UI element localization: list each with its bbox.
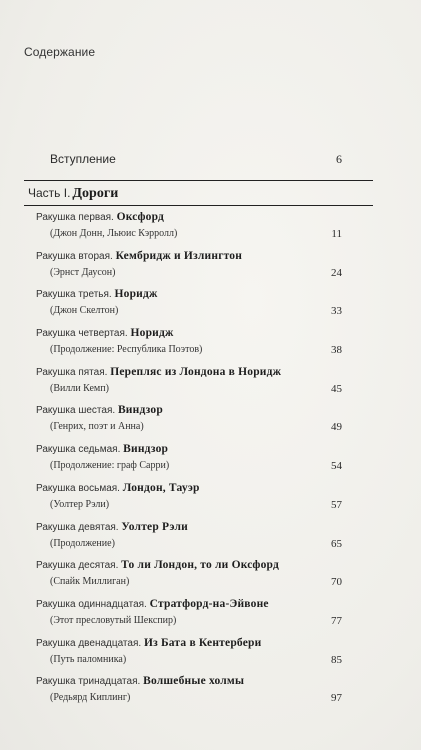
entry-label: Ракушка пятая. xyxy=(36,366,108,378)
entry-heading xyxy=(36,250,242,262)
section-label: Содержание xyxy=(24,45,96,59)
entry-place: Оксфорд xyxy=(116,211,165,223)
entry-label: Ракушка десятая. xyxy=(36,560,119,572)
intro-title: Вступление xyxy=(50,152,116,166)
entry-subtitle: (Продолжение: граф Сарри) xyxy=(50,460,170,472)
toc-entry xyxy=(0,285,421,324)
entry-heading xyxy=(36,559,279,571)
entry-label: Ракушка тринадцатая. xyxy=(36,676,141,688)
entry-label: Ракушка шестая. xyxy=(36,405,116,417)
part-label: Часть I. xyxy=(28,186,71,200)
entry-place: Уолтер Рэли xyxy=(121,520,188,533)
entry-page-number: 57 xyxy=(331,498,342,511)
entry-heading xyxy=(36,288,158,300)
entry-label: Ракушка двенадцатая. xyxy=(36,637,142,649)
entry-page-number: 77 xyxy=(331,614,342,627)
toc-entry xyxy=(0,208,421,247)
intro-page-number: 6 xyxy=(336,152,342,166)
entry-label: Ракушка третья. xyxy=(36,289,112,301)
entry-place: То ли Лондон, то ли Оксфорд xyxy=(121,559,279,572)
toc-entry xyxy=(0,247,421,286)
entry-subtitle: (Этот пресловутый Шекспир) xyxy=(50,614,177,626)
entry-place: Виндзор xyxy=(117,404,163,417)
entry-place: Норидж xyxy=(130,327,174,340)
entry-subtitle: (Редьярд Киплинг) xyxy=(50,692,131,704)
entry-page-number: 54 xyxy=(331,460,342,473)
entry-page-number: 97 xyxy=(331,692,342,705)
entry-label: Ракушка восьмая. xyxy=(36,482,120,494)
entry-heading xyxy=(36,211,164,223)
entry-page-number: 24 xyxy=(331,266,342,279)
entry-place: Виндзор xyxy=(123,443,169,456)
entry-label: Ракушка седьмая. xyxy=(36,444,121,456)
toc-entry xyxy=(0,595,421,634)
entry-page-number: 85 xyxy=(331,653,342,666)
entry-page-number: 65 xyxy=(331,537,342,550)
entry-place: Норидж xyxy=(114,288,158,301)
entry-label: Ракушка одиннадцатая. xyxy=(36,598,147,610)
toc-entry xyxy=(0,324,421,363)
entry-place: Кембридж и Излингтон xyxy=(115,249,243,262)
entry-subtitle: (Путь паломника) xyxy=(50,653,127,665)
toc-entry xyxy=(0,401,421,440)
toc-entry xyxy=(0,634,421,673)
entry-label: Ракушка четвертая. xyxy=(36,328,128,340)
entry-heading xyxy=(36,404,163,416)
entry-subtitle: (Вилли Кемп) xyxy=(50,382,109,394)
entry-subtitle: (Эрнст Даусон) xyxy=(50,266,116,278)
entry-subtitle: (Продолжение: Республика Поэтов) xyxy=(50,344,203,356)
entry-label: Ракушка первая. xyxy=(36,212,114,223)
toc-entry xyxy=(0,479,421,518)
entry-place: Перепляс из Лондона в Норидж xyxy=(110,365,282,378)
entry-subtitle: (Джон Донн, Льюис Кэрролл) xyxy=(50,228,178,239)
entry-page-number: 38 xyxy=(331,344,342,357)
entry-label: Ракушка девятая. xyxy=(36,521,119,533)
entry-heading xyxy=(36,482,200,494)
entry-heading xyxy=(36,675,244,687)
entry-place: Лондон, Тауэр xyxy=(122,481,200,494)
entry-subtitle: (Генрих, поэт и Анна) xyxy=(50,421,144,433)
entry-subtitle: (Джон Скелтон) xyxy=(50,305,119,317)
toc-entry xyxy=(0,440,421,479)
entry-heading xyxy=(36,443,168,455)
entry-heading xyxy=(36,521,188,533)
entry-heading xyxy=(36,366,281,378)
entry-subtitle: (Спайк Миллиган) xyxy=(50,576,130,588)
entry-place: Из Бата в Кентербери xyxy=(143,636,262,649)
entry-page-number: 11 xyxy=(331,228,342,240)
entry-place: Волшебные холмы xyxy=(143,675,245,688)
entry-subtitle: (Продолжение) xyxy=(50,537,115,549)
table-of-contents xyxy=(0,208,421,711)
part-title: Дороги xyxy=(72,186,119,201)
entry-page-number: 33 xyxy=(331,305,342,318)
entry-place: Стратфорд-на-Эйвоне xyxy=(149,597,269,610)
toc-entry xyxy=(0,556,421,595)
toc-entry xyxy=(0,363,421,402)
part-heading xyxy=(24,180,373,206)
toc-entry xyxy=(0,518,421,557)
entry-heading xyxy=(36,637,261,649)
entry-page-number: 70 xyxy=(331,576,342,589)
toc-entry xyxy=(0,672,421,711)
entry-heading xyxy=(36,598,269,610)
entry-page-number: 45 xyxy=(331,382,342,395)
entry-heading xyxy=(36,327,174,339)
entry-subtitle: (Уолтер Рэли) xyxy=(50,498,110,510)
entry-label: Ракушка вторая. xyxy=(36,250,113,262)
entry-page-number: 49 xyxy=(331,421,342,434)
intro-entry xyxy=(50,152,342,168)
